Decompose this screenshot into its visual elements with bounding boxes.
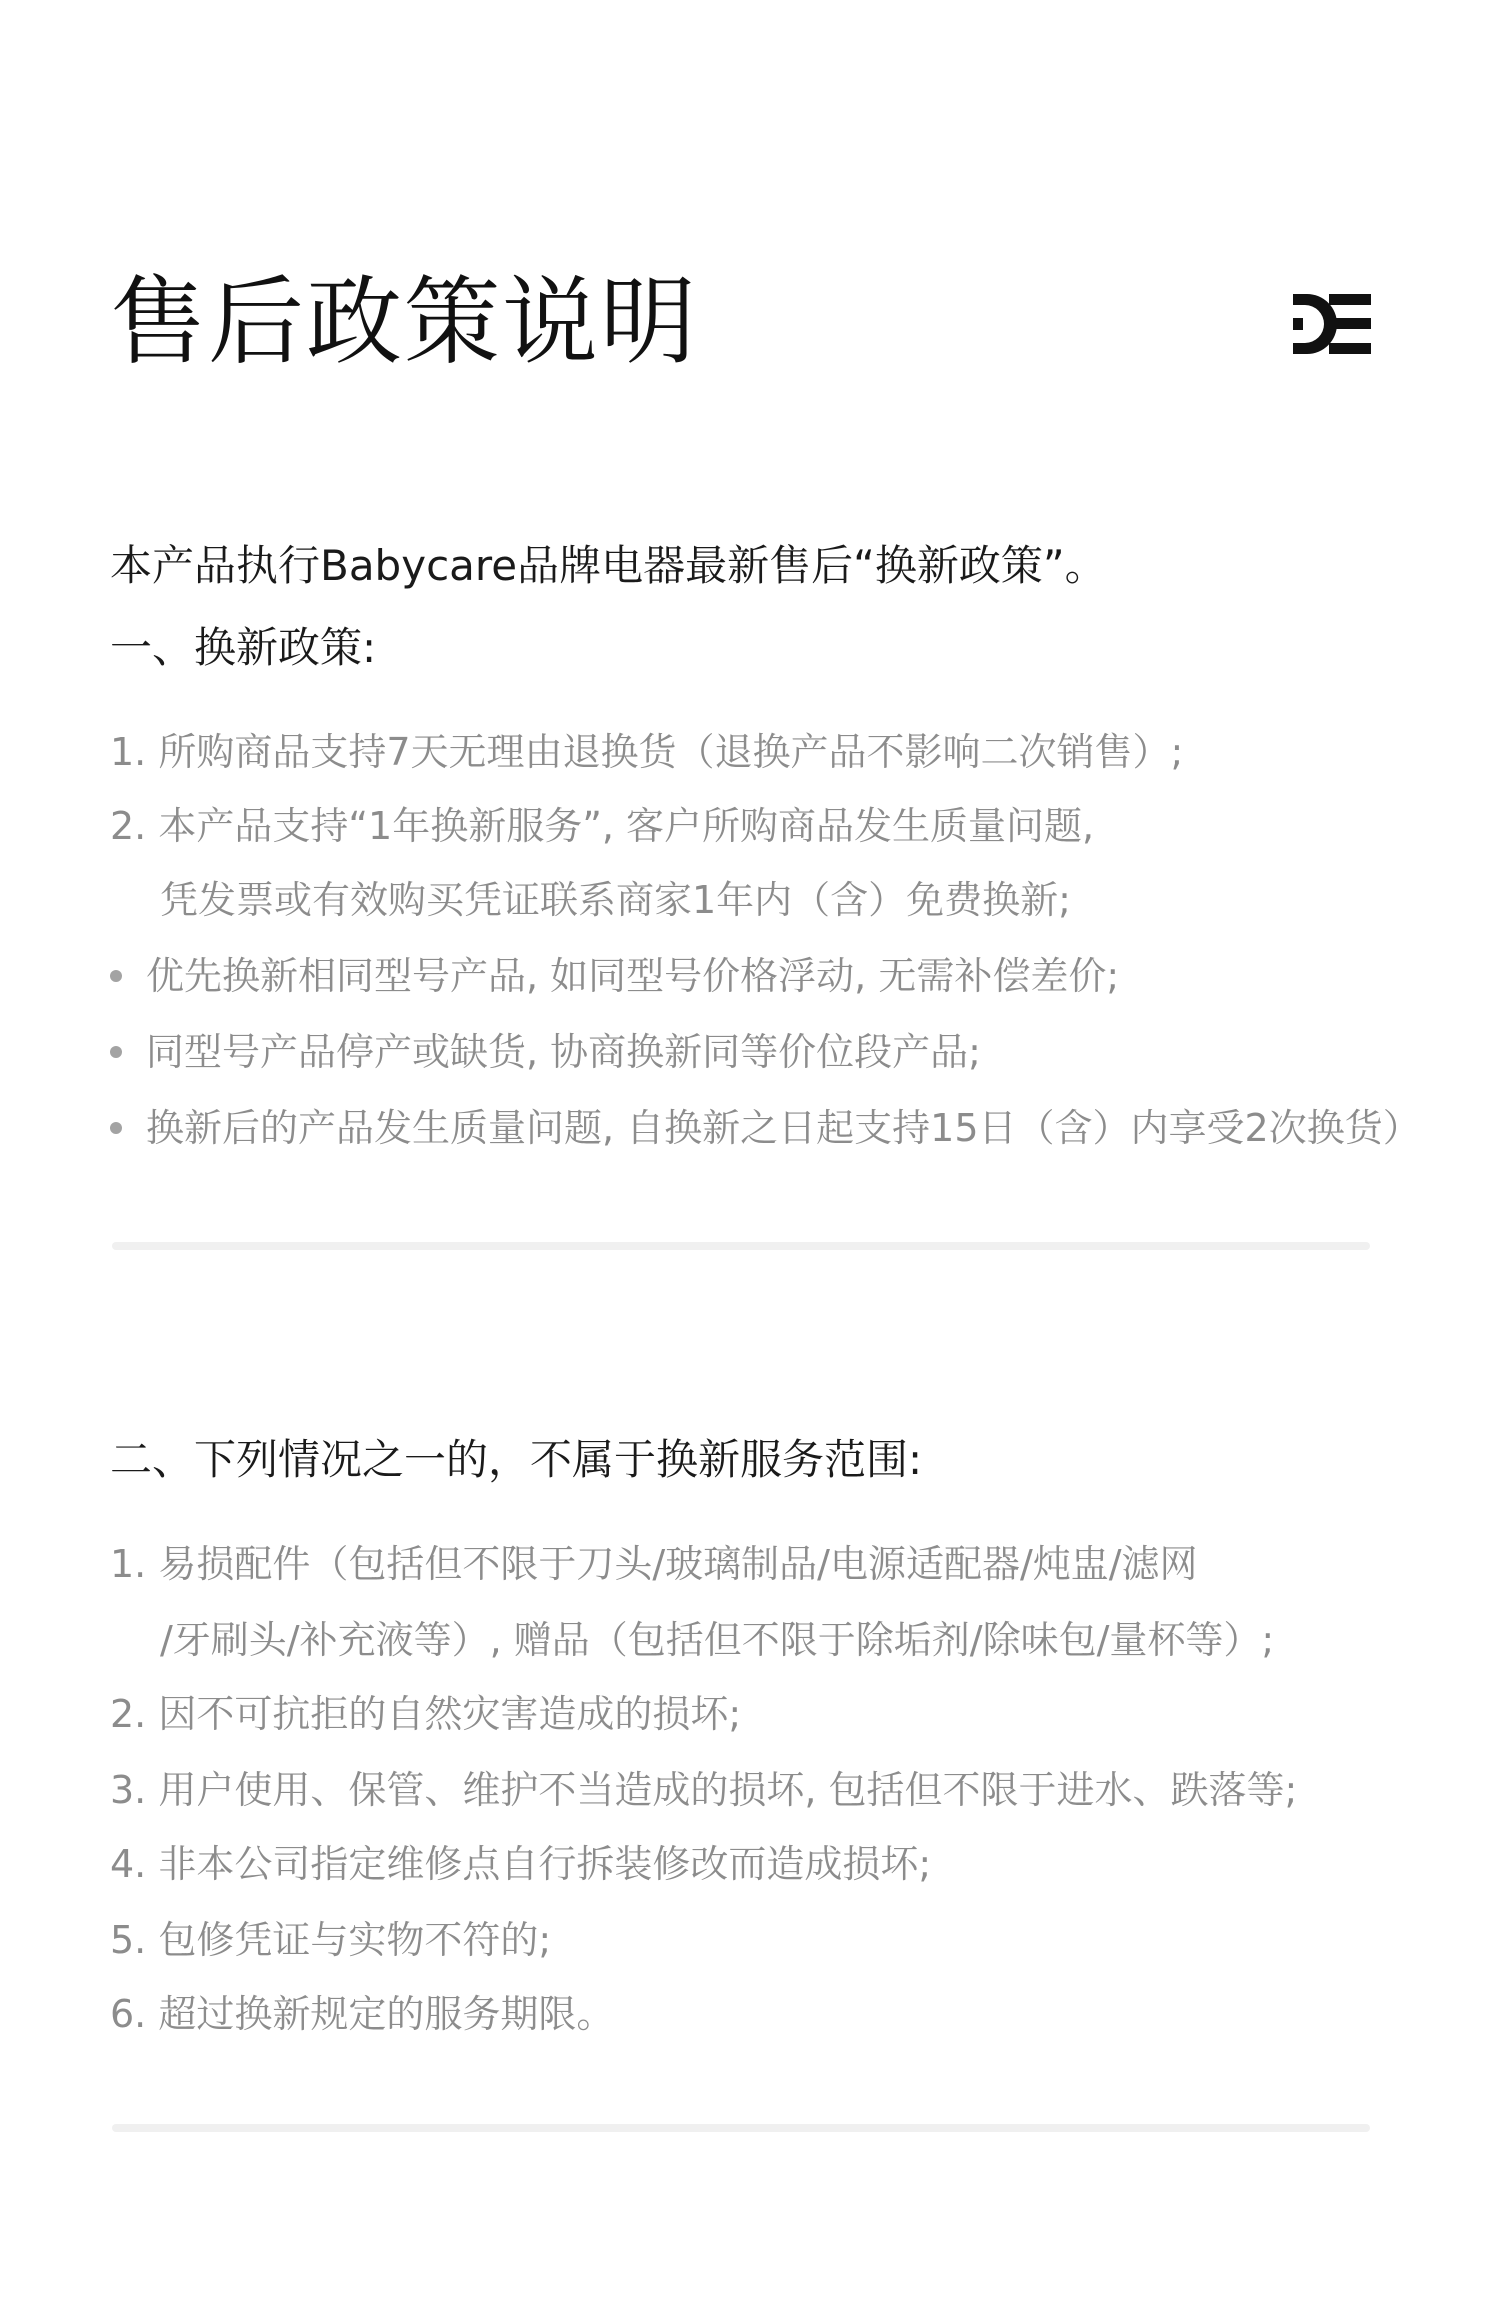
bullet-text: 换新后的产品发生质量问题, 自换新之日起支持15日（含）内享受2次换货）: [146, 1106, 1421, 1150]
policy-item: 2. 本产品支持“1年换新服务”, 客户所购商品发生质量问题,: [110, 804, 1095, 848]
page-title: 售后政策说明: [110, 266, 698, 378]
section-divider: [112, 1242, 1370, 1250]
exclusion-item: 3. 用户使用、保管、维护不当造成的损坏, 包括但不限于进水、跌落等;: [110, 1768, 1298, 1812]
exclusion-item: 1. 易损配件（包括但不限于刀头/玻璃制品/电源适配器/炖盅/滤网: [110, 1542, 1198, 1586]
list-item: [110, 948, 1119, 1004]
policy-item: 1. 所购商品支持7天无理由退换货（退换产品不影响二次销售）;: [110, 730, 1184, 774]
brand-logo-icon: [1293, 292, 1371, 356]
section-heading-exclusions: 二、下列情况之一的，不属于换新服务范围:: [110, 1435, 923, 1484]
bullet-text: 同型号产品停产或缺货, 协商换新同等价位段产品;: [146, 1030, 981, 1074]
exclusion-item: 6. 超过换新规定的服务期限。: [110, 1992, 615, 2036]
bullet-icon: [110, 970, 122, 982]
bullet-icon: [110, 1122, 122, 1134]
list-item: [110, 1024, 981, 1080]
list-item: [110, 1100, 1421, 1156]
exclusion-item: 4. 非本公司指定维修点自行拆装修改而造成损坏;: [110, 1842, 932, 1886]
exclusion-item: 5. 包修凭证与实物不符的;: [110, 1918, 552, 1962]
intro-text: 本产品执行Babycare品牌电器最新售后“换新政策”。: [110, 541, 1107, 590]
bullet-text: 优先换新相同型号产品, 如同型号价格浮动, 无需补偿差价;: [146, 954, 1120, 998]
section-divider: [112, 2124, 1370, 2132]
policy-item: 凭发票或有效购买凭证联系商家1年内（含）免费换新;: [160, 878, 1071, 922]
exclusion-item: 2. 因不可抗拒的自然灾害造成的损坏;: [110, 1692, 742, 1736]
section-heading-exchange-policy: 一、换新政策:: [110, 623, 377, 672]
bullet-icon: [110, 1046, 122, 1058]
exclusion-item: /牙刷头/补充液等）, 赠品（包括但不限于除垢剂/除味包/量杯等）;: [160, 1618, 1275, 1662]
